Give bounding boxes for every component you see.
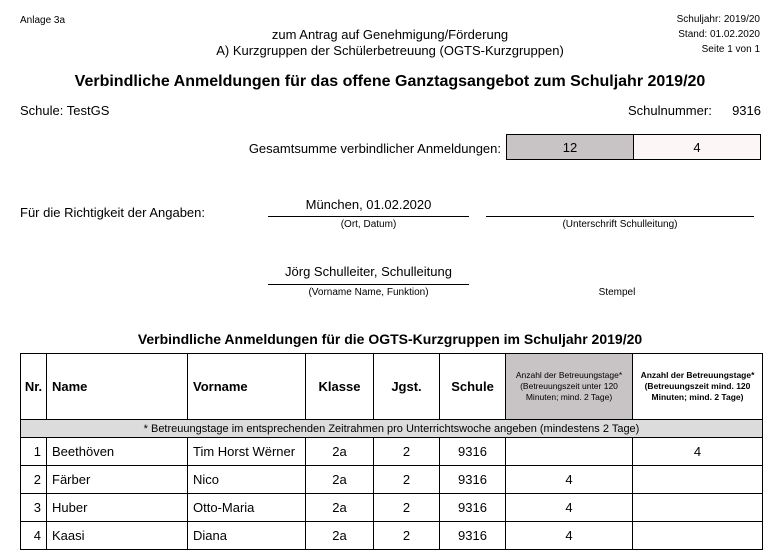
row-vorname: Otto-Maria (188, 494, 306, 522)
annex-label: Anlage 3a (20, 15, 66, 26)
place-date-line (268, 216, 469, 217)
row-days-over (633, 466, 763, 494)
name-function-line (268, 284, 469, 285)
row-nr: 3 (21, 494, 47, 522)
row-vorname: Diana (188, 522, 306, 550)
row-days-under (506, 438, 633, 466)
row-days-over (633, 494, 763, 522)
row-days-over: 4 (633, 438, 763, 466)
row-schule: 9316 (440, 494, 506, 522)
header-jgst: Jgst. (374, 354, 440, 420)
row-schule: 9316 (440, 522, 506, 550)
header-nr: Nr. (21, 354, 47, 420)
name-function-caption: (Vorname Name, Funktion) (308, 287, 429, 298)
place-date-caption: (Ort, Datum) (340, 219, 397, 230)
row-name: Färber (47, 466, 188, 494)
total-over-120-value: 4 (693, 139, 701, 155)
row-klasse: 2a (306, 466, 374, 494)
row-nr: 2 (21, 466, 47, 494)
header-days-under-sub: (Betreuungszeit unter 120 Minuten; mind. 2 Tage) (520, 381, 618, 402)
signature-line (486, 216, 754, 217)
registrations-table (20, 353, 763, 550)
header-schule: Schule (440, 354, 506, 420)
header-klasse: Klasse (306, 354, 374, 420)
document-title: Verbindliche Anmeldungen für das offene Ganztagsangebot zum Schuljahr 2019/20 (74, 73, 706, 90)
table-row (21, 466, 763, 494)
row-vorname: Nico (188, 466, 306, 494)
total-under-120-value: 12 (562, 139, 578, 155)
row-name: Huber (47, 494, 188, 522)
row-jgst: 2 (374, 466, 440, 494)
header-days-over-sub: (Betreuungszeit mind. 120 Minuten; mind. 2 Tage) (644, 381, 751, 402)
row-days-over (633, 522, 763, 550)
table-note-row (21, 420, 763, 438)
table-note: * Betreuungstage im entsprechenden Zeitrahmen pro Unterrichtswoche angeben (mindestens 2 Tage) (21, 420, 763, 438)
row-schule: 9316 (440, 466, 506, 494)
table-row (21, 494, 763, 522)
row-jgst: 2 (374, 522, 440, 550)
row-days-under: 4 (506, 522, 633, 550)
stand-label: Stand: 01.02.2020 (678, 29, 760, 40)
school-year-label: Schuljahr: 2019/20 (676, 14, 760, 25)
row-jgst: 2 (374, 438, 440, 466)
header-days-under-title: Anzahl der Betreuungstage* (515, 370, 623, 380)
name-function: Jörg Schulleiter, Schulleitung (285, 264, 452, 279)
header-line-2: A) Kurzgruppen der Schülerbetreuung (OGTS-Kurzgruppen) (216, 43, 564, 58)
total-registrations-label: Gesamtsumme verbindlicher Anmeldungen: (248, 141, 501, 156)
total-under-120-box (506, 134, 634, 160)
stamp-caption: Stempel (598, 287, 636, 298)
table-title: Verbindliche Anmeldungen für die OGTS-Kurzgruppen im Schuljahr 2019/20 (137, 331, 643, 347)
row-name: Kaasi (47, 522, 188, 550)
row-jgst: 2 (374, 494, 440, 522)
header-line-1: zum Antrag auf Genehmigung/Förderung (271, 27, 509, 42)
row-name: Beethöven (47, 438, 188, 466)
table-row (21, 438, 763, 466)
row-klasse: 2a (306, 522, 374, 550)
row-days-under: 4 (506, 466, 633, 494)
header-days-under-120 (506, 354, 633, 420)
row-schule: 9316 (440, 438, 506, 466)
school-number-value: 9316 (732, 103, 761, 118)
header-vorname: Vorname (188, 354, 306, 420)
header-days-over-120 (633, 354, 763, 420)
header-days-over-title: Anzahl der Betreuungstage* (640, 370, 755, 380)
school-name: Schule: TestGS (20, 103, 110, 118)
row-klasse: 2a (306, 494, 374, 522)
row-nr: 1 (21, 438, 47, 466)
row-klasse: 2a (306, 438, 374, 466)
place-date: München, 01.02.2020 (305, 197, 432, 212)
row-vorname: Tim Horst Wërner (188, 438, 306, 466)
page-number: Seite 1 von 1 (701, 44, 760, 55)
table-header-row (21, 354, 763, 420)
table-row (21, 522, 763, 550)
row-days-under: 4 (506, 494, 633, 522)
correctness-label: Für die Richtigkeit der Angaben: (20, 205, 205, 220)
school-number-label: Schulnummer: (628, 103, 712, 118)
row-nr: 4 (21, 522, 47, 550)
total-over-120-box (633, 134, 761, 160)
signature-caption: (Unterschrift Schulleitung) (562, 219, 678, 230)
header-name: Name (47, 354, 188, 420)
